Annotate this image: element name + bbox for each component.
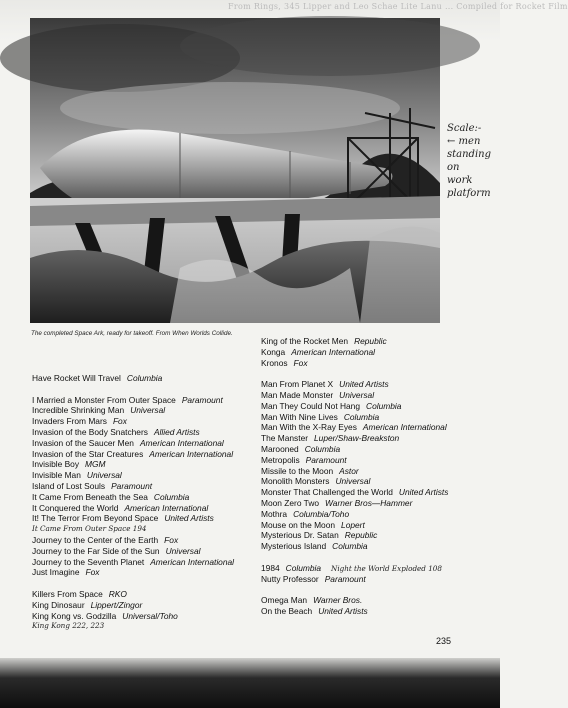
film-entry — [261, 390, 448, 401]
bleed-through-text: From Rings, 345 Lipper and Leo Schae Lite Lanu ... Compiled for Rocket Film — [228, 2, 568, 11]
film-entry — [32, 503, 234, 514]
film-list-left — [32, 373, 234, 632]
film-entry — [261, 466, 448, 477]
film-title: Monster That Challenged the World — [261, 487, 393, 498]
film-title: Omega Man — [261, 595, 308, 606]
handwritten-entry: It Came From Outer Space 194 — [32, 524, 147, 534]
film-studio: Fox — [293, 357, 308, 368]
film-title: King Kong vs. Godzilla — [32, 610, 117, 621]
film-studio: Universal — [339, 389, 375, 400]
film-title: Journey to the Far Side of the Sun — [32, 545, 160, 556]
film-entry — [32, 600, 234, 611]
space-ark-photo — [30, 18, 440, 323]
film-studio: Republic — [344, 530, 378, 541]
list-gap — [32, 384, 234, 395]
film-title: Monolith Monsters — [261, 476, 330, 487]
film-studio: Astor — [339, 465, 359, 476]
list-gap — [32, 578, 234, 589]
film-studio: Paramount — [111, 480, 153, 491]
film-title: Man With Nine Lives — [261, 411, 338, 422]
film-studio: Universal — [130, 405, 166, 416]
note-line: standing — [447, 149, 491, 160]
film-entry — [32, 438, 234, 449]
film-entry — [32, 611, 234, 622]
film-studio: American International — [150, 556, 235, 567]
film-studio: United Artists — [164, 513, 214, 524]
film-studio: Allied Artists — [153, 426, 200, 437]
film-title: Invisible Boy — [32, 459, 80, 470]
film-studio: Columbia — [285, 562, 322, 573]
film-entry — [261, 606, 448, 617]
film-studio: Lopert — [341, 519, 365, 530]
film-entry — [32, 567, 234, 578]
film-entry — [261, 455, 448, 466]
film-entry — [32, 405, 234, 416]
handwritten-note: Night the World Exploded 108 — [331, 563, 442, 573]
handwritten-entry: King Kong 222, 223 — [32, 621, 105, 631]
film-studio: MGM — [85, 459, 106, 470]
film-title: Killers From Space — [32, 588, 103, 599]
film-entry — [261, 563, 448, 574]
film-studio: Luper/Shaw-Breakston — [314, 433, 400, 444]
film-studio: Republic — [354, 336, 387, 346]
film-studio: Universal — [335, 476, 371, 487]
film-entry — [261, 530, 448, 541]
film-studio: United Artists — [339, 379, 389, 390]
film-entry — [32, 513, 234, 524]
note-line: ← men — [447, 136, 481, 147]
film-title: Marooned — [261, 443, 299, 454]
film-title: Man They Could Not Hang — [261, 400, 361, 411]
film-entry — [261, 379, 448, 390]
scan-bottom-edge — [0, 658, 500, 708]
film-studio: Lippert/Zingor — [90, 599, 143, 610]
film-entry — [261, 444, 448, 455]
film-studio: Paramount — [181, 394, 223, 405]
film-entry — [32, 557, 234, 568]
film-studio: American International — [139, 437, 224, 448]
film-entry — [32, 492, 234, 503]
film-entry — [32, 589, 234, 600]
film-studio: Columbia — [343, 411, 380, 422]
film-studio: Columbia — [332, 541, 368, 552]
film-studio: American International — [291, 346, 376, 357]
film-entry — [32, 373, 234, 384]
film-studio: Columbia — [366, 400, 402, 411]
film-entry — [261, 433, 448, 444]
film-studio: Columbia — [126, 373, 163, 383]
film-title: Invasion of the Body Snatchers — [32, 426, 148, 437]
film-title: Konga — [261, 346, 286, 357]
film-entry — [32, 481, 234, 492]
film-entry — [32, 427, 234, 438]
film-title: Kronos — [261, 357, 288, 368]
film-title: Mouse on the Moon — [261, 519, 336, 530]
film-title: King of the Rocket Men — [261, 336, 349, 346]
film-entry — [261, 509, 448, 520]
film-title: Invaders From Mars — [32, 416, 107, 427]
film-entry — [261, 336, 448, 347]
note-line: on — [447, 162, 460, 173]
list-gap — [261, 368, 448, 379]
list-gap — [261, 552, 448, 563]
film-studio: Fox — [112, 416, 127, 427]
film-entry — [32, 546, 234, 557]
film-studio: Warner Bros. — [313, 595, 363, 606]
film-entry — [261, 520, 448, 531]
film-entry — [32, 459, 234, 470]
film-entry — [261, 401, 448, 412]
film-title: King Dinosaur — [32, 599, 85, 610]
film-title: Mysterious Dr. Satan — [261, 530, 339, 541]
film-title: On the Beach — [261, 605, 313, 616]
film-entry — [261, 358, 448, 369]
film-entry — [261, 347, 448, 358]
film-title: Journey to the Center of the Earth — [32, 534, 159, 545]
film-title: Island of Lost Souls — [32, 480, 106, 491]
film-title: Missile to the Moon — [261, 465, 334, 476]
note-line: work — [447, 175, 473, 186]
film-studio: Fox — [85, 567, 100, 578]
film-title: Man Made Monster — [261, 389, 334, 400]
margin-handwritten-note — [447, 122, 491, 200]
list-gap — [261, 584, 448, 595]
film-studio: American International — [124, 502, 209, 513]
film-title: Man From Planet X — [261, 379, 334, 390]
film-title: Journey to the Seventh Planet — [32, 556, 145, 567]
film-studio: Columbia — [304, 443, 341, 454]
film-title: Invasion of the Star Creatures — [32, 448, 144, 459]
film-studio: Paramount — [305, 454, 347, 465]
film-title: Invisible Man — [32, 470, 81, 481]
film-title: It Came From Beneath the Sea — [32, 491, 148, 502]
page-number: 235 — [436, 636, 452, 646]
film-studio: Universal — [165, 545, 201, 556]
film-studio: United Artists — [398, 487, 449, 498]
film-title: Just Imagine — [32, 567, 80, 578]
film-studio: United Artists — [318, 605, 368, 616]
film-title: Moon Zero Two — [261, 497, 320, 508]
film-entry — [32, 416, 234, 427]
film-title: Man With the X-Ray Eyes — [261, 422, 357, 433]
film-title: Incredible Shrinking Man — [32, 405, 125, 416]
film-title: I Married a Monster From Outer Space — [32, 394, 176, 405]
film-entry — [261, 487, 448, 498]
film-studio: Universal/Toho — [122, 610, 178, 621]
film-title: It Conquered the World — [32, 502, 119, 513]
film-entry — [261, 422, 448, 433]
film-entry — [32, 535, 234, 546]
film-studio: Paramount — [324, 573, 366, 584]
film-entry — [261, 595, 448, 606]
film-title: It! The Terror From Beyond Space — [32, 513, 159, 524]
film-list-right — [261, 336, 448, 617]
note-line: platform — [447, 188, 491, 199]
film-studio: RKO — [108, 588, 127, 599]
film-title: Invasion of the Saucer Men — [32, 437, 134, 448]
film-entry — [32, 470, 234, 481]
film-studio: Columbia/Toho — [293, 508, 350, 519]
film-studio: Columbia — [153, 491, 190, 502]
film-title: Nutty Professor — [261, 573, 319, 584]
film-studio: Fox — [164, 534, 179, 545]
film-title: Mothra — [261, 508, 288, 519]
film-studio: Universal — [86, 470, 122, 481]
film-title: Mysterious Island — [261, 541, 327, 552]
film-entry — [261, 574, 448, 585]
film-title: 1984 — [261, 562, 280, 573]
film-entry — [32, 449, 234, 460]
film-title: Have Rocket Will Travel — [32, 373, 121, 383]
photo-caption: The completed Space Ark, ready for takeoff. From When Worlds Collide. — [31, 330, 233, 337]
note-line: Scale:- — [447, 123, 482, 134]
film-entry — [261, 498, 448, 509]
film-studio: Warner Bros—Hammer — [325, 497, 413, 508]
film-entry — [32, 395, 234, 406]
film-entry — [261, 412, 448, 423]
film-entry — [261, 541, 448, 552]
film-studio: American International — [149, 448, 234, 459]
film-entry — [261, 476, 448, 487]
film-title: The Manster — [261, 433, 309, 444]
film-title: Metropolis — [261, 454, 300, 465]
film-studio: American International — [362, 422, 447, 433]
